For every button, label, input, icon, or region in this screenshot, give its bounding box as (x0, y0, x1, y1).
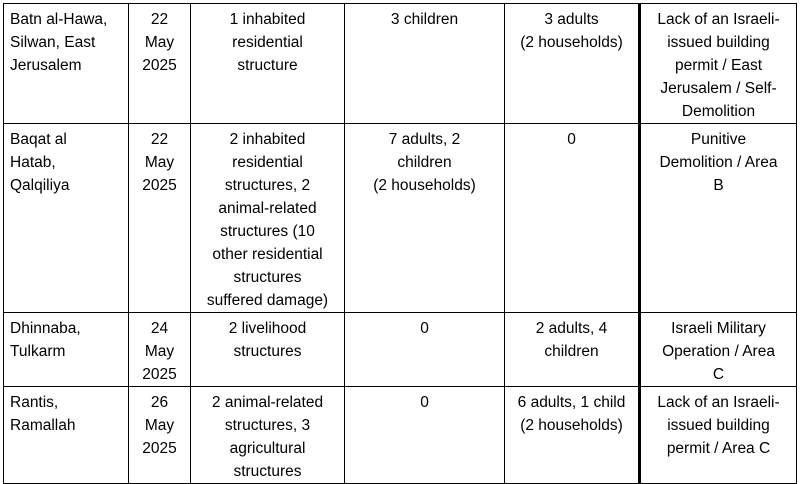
location-cell: Dhinnaba, Tulkarm (4, 313, 129, 387)
affected-cell: 2 adults, 4 children (505, 313, 640, 387)
table-row (4, 387, 797, 484)
table-row (4, 313, 797, 387)
structures-cell: 2 livelihood structures (191, 313, 345, 387)
table-row (4, 124, 797, 313)
date-cell: 22 May 2025 (129, 4, 191, 124)
structures-cell: 1 inhabited residential structure (191, 4, 345, 124)
affected-cell: 3 adults (2 households) (505, 4, 640, 124)
reason-cell: Lack of an Israeli- issued building permit / East Jerusalem / Self- Demolition (640, 4, 797, 124)
demolitions-table (3, 3, 797, 484)
location-cell: Batn al-Hawa, Silwan, East Jerusalem (4, 4, 129, 124)
displaced-cell: 0 (345, 313, 505, 387)
location-cell: Baqat al Hatab, Qalqiliya (4, 124, 129, 313)
structures-cell: 2 animal-related structures, 3 agricultural structures (191, 387, 345, 484)
displaced-cell: 0 (345, 387, 505, 484)
table-row (4, 4, 797, 124)
date-cell: 24 May 2025 (129, 313, 191, 387)
structures-cell: 2 inhabited residential structures, 2 animal-related structures (10 other residential structures suffered damage) (191, 124, 345, 313)
reason-cell: Punitive Demolition / Area B (640, 124, 797, 313)
reason-cell: Lack of an Israeli- issued building permit / Area C (640, 387, 797, 484)
reason-cell: Israeli Military Operation / Area C (640, 313, 797, 387)
displaced-cell: 7 adults, 2 children (2 households) (345, 124, 505, 313)
date-cell: 22 May 2025 (129, 124, 191, 313)
affected-cell: 6 adults, 1 child (2 households) (505, 387, 640, 484)
location-cell: Rantis, Ramallah (4, 387, 129, 484)
affected-cell: 0 (505, 124, 640, 313)
date-cell: 26 May 2025 (129, 387, 191, 484)
displaced-cell: 3 children (345, 4, 505, 124)
